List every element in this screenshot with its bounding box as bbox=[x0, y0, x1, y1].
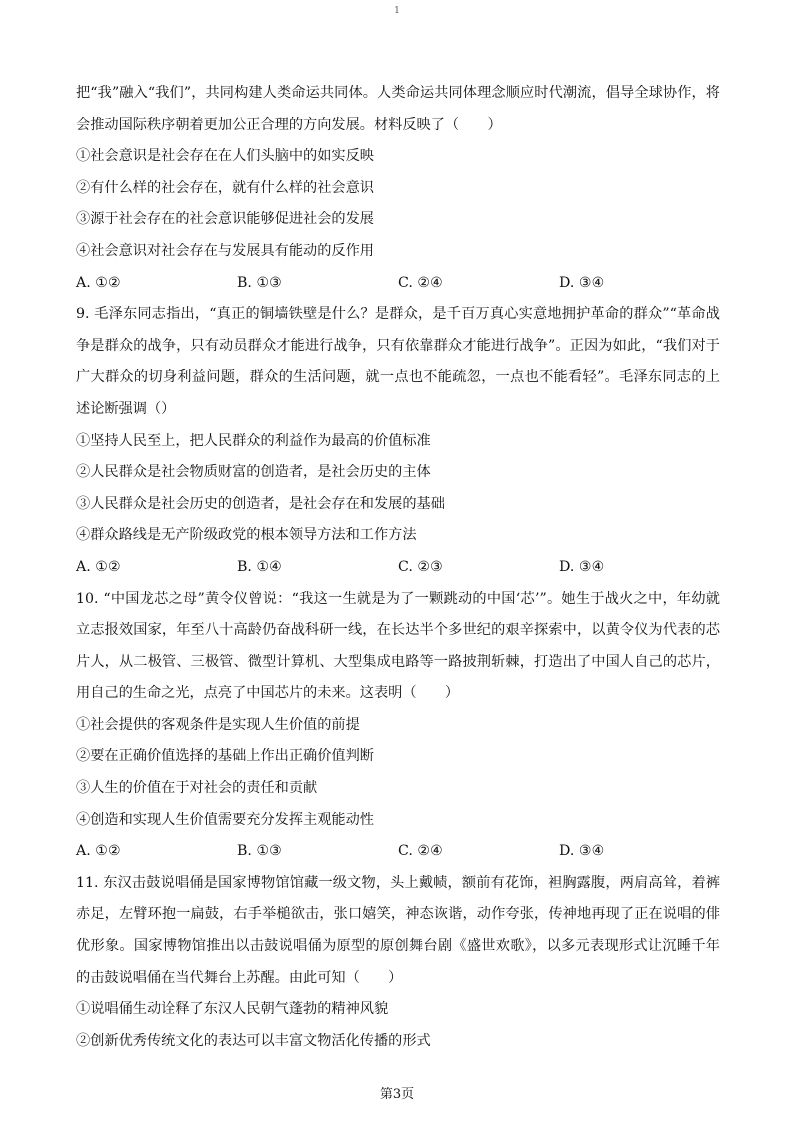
question-8 bbox=[76, 78, 720, 299]
question-10-stem: 10. “中国龙芯之母”黄令仪曾说：“我这一生就是为了一颗跳动的中国‘芯’”。她生于战火之中，年幼就立志报效国家，年至八十高龄仍奋战科研一线，在长达半个多世纪的艰辛探索中，以黄令仪为代表的芯片人，从二极管、三极管、微型计算机、大型集成电路等一路披荆斩棘，打造出了中国人自己的芯片，用自己的生命之光，点亮了中国芯片的未来。这表明（ ） bbox=[76, 590, 720, 702]
question-8-option-b: B. ①③ bbox=[237, 274, 282, 291]
question-9-statement-1: ①坚持人民至上，把人民群众的利益作为最高的价值标准 bbox=[76, 432, 431, 449]
question-9-statement-2: ②人民群众是社会物质财富的创造者，是社会历史的主体 bbox=[76, 464, 431, 481]
question-10-option-b: B. ①③ bbox=[237, 843, 282, 860]
question-8-statement-4: ④社会意识对社会存在与发展具有能动的反作用 bbox=[76, 242, 374, 259]
question-10-options bbox=[76, 836, 720, 868]
question-8-option-d: D. ③④ bbox=[559, 274, 605, 291]
question-9-option-b: B. ①④ bbox=[237, 558, 282, 575]
question-11-statement-1: ①说唱俑生动诠释了东汉人民朝气蓬勃的精神风貌 bbox=[76, 1001, 389, 1018]
question-10-statement-3: ③人生的价值在于对社会的责任和贡献 bbox=[76, 780, 318, 797]
header-mark: 1 bbox=[394, 6, 400, 16]
question-9-option-a: A. ①② bbox=[76, 558, 121, 575]
question-8-statement-3: ③源于社会存在的社会意识能够促进社会的发展 bbox=[76, 211, 374, 228]
question-11-stem: 11. 东汉击鼓说唱俑是国家博物馆馆藏一级文物，头上戴帻，额前有花饰，袒胸露腹，两肩高耸，着裤赤足，左臂环抱一扁鼓，右手举槌欲击，张口嬉笑，神态诙谐，动作夸张，传神地再现了正在说唱的俳优形象。国家博物馆推出以击鼓说唱俑为原型的原创舞台剧《盛世欢歌》，以多元表现形式让沉睡千年的击鼓说唱俑在当代舞台上苏醒。由此可知（ ） bbox=[76, 874, 720, 986]
question-10-statement-2: ②要在正确价值选择的基础上作出正确价值判断 bbox=[76, 748, 374, 765]
question-9-option-c: C. ②③ bbox=[398, 558, 443, 575]
question-8-option-a: A. ①② bbox=[76, 274, 121, 291]
question-9-options bbox=[76, 552, 720, 584]
question-9-statement-4: ④群众路线是无产阶级政党的根本领导方法和工作方法 bbox=[76, 527, 417, 544]
question-9-statement-3: ③人民群众是社会历史的创造者，是社会存在和发展的基础 bbox=[76, 495, 445, 512]
question-10-statement-1: ①社会提供的客观条件是实现人生价值的前提 bbox=[76, 716, 360, 733]
question-10-option-c: C. ②④ bbox=[398, 843, 443, 860]
question-10 bbox=[76, 584, 720, 868]
question-8-statement-2: ②有什么样的社会存在，就有什么样的社会意识 bbox=[76, 179, 374, 196]
question-10-statement-4: ④创造和实现人生价值需要充分发挥主观能动性 bbox=[76, 811, 374, 828]
question-10-option-a: A. ①② bbox=[76, 843, 121, 860]
question-10-option-d: D. ③④ bbox=[559, 843, 605, 860]
question-8-stem: 把“我”融入“我们”，共同构建人类命运共同体。人类命运共同体理念顺应时代潮流，倡导全球协作，将会推动国际秩序朝着更加公正合理的方向发展。材料反映了（ ） bbox=[76, 85, 720, 133]
question-8-statement-1: ①社会意识是社会存在在人们头脑中的如实反映 bbox=[76, 148, 374, 165]
question-8-options bbox=[76, 268, 720, 300]
question-8-option-c: C. ②④ bbox=[398, 274, 443, 291]
question-11 bbox=[76, 868, 720, 1058]
question-9 bbox=[76, 299, 720, 583]
question-11-statement-2: ②创新优秀传统文化的表达可以丰富文物活化传播的形式 bbox=[76, 1032, 431, 1049]
question-9-option-d: D. ③④ bbox=[559, 558, 605, 575]
exam-page-content bbox=[76, 78, 720, 1057]
question-9-stem: 9. 毛泽东同志指出，“真正的铜墙铁壁是什么？是群众，是千百万真心实意地拥护革命的群众”“革命战争是群众的战争，只有动员群众才能进行战争，只有依靠群众才能进行战争”。正因为如此，“我们对于广大群众的切身利益问题，群众的生活问题，就一点也不能疏忽，一点也不能看轻”。毛泽东同志的上述论断强调（） bbox=[76, 306, 720, 417]
page-number: 第3页 bbox=[379, 1087, 415, 1102]
